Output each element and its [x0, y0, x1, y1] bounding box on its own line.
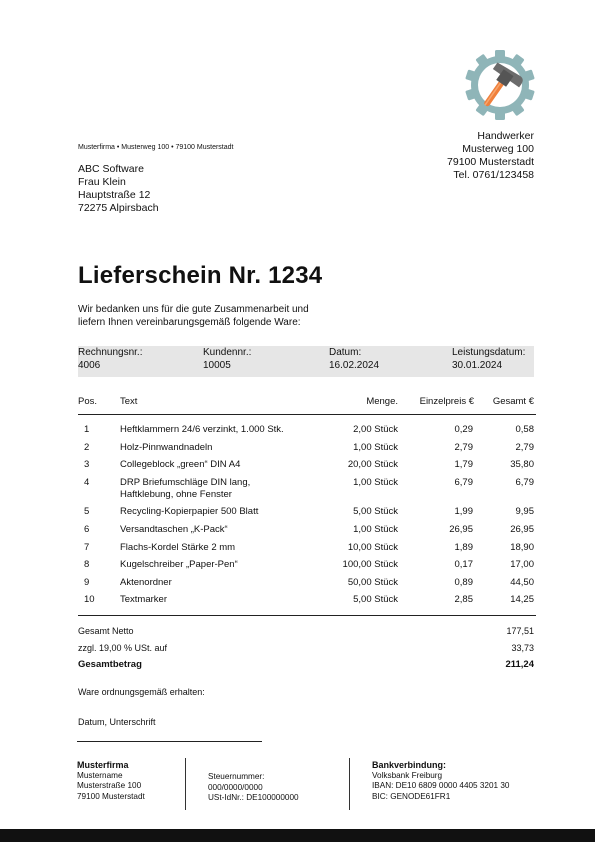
- footer-tax: [208, 772, 299, 804]
- cell-text-line: Kugelschreiber „Paper-Pen“: [120, 559, 238, 570]
- bottom-bar: [0, 829, 595, 842]
- cell-quantity: 1,00 Stück: [353, 524, 398, 535]
- cell-total: 17,00: [510, 559, 534, 570]
- totals-value: 211,24: [505, 659, 534, 670]
- cell-text: [120, 542, 235, 554]
- cell-total: 9,95: [515, 506, 534, 517]
- cell-text: [120, 459, 240, 471]
- cell-total: 26,95: [510, 524, 534, 535]
- service-date: [452, 346, 525, 372]
- meta-value: 10005: [203, 360, 231, 371]
- table-row: [78, 442, 536, 460]
- totals-label: Gesamt Netto: [78, 626, 134, 636]
- cell-pos: 3: [84, 459, 90, 470]
- cell-unit-price: 0,17: [454, 559, 473, 570]
- table-row: [78, 524, 536, 542]
- meta-label: Kundennr.:: [203, 347, 252, 358]
- cell-text: [120, 477, 250, 501]
- header-total: Gesamt €: [492, 396, 534, 407]
- table-header-divider: [78, 414, 536, 415]
- meta-label: Datum:: [329, 347, 362, 358]
- cell-pos: 2: [84, 442, 90, 453]
- cell-unit-price: 6,79: [454, 477, 473, 488]
- footer-line: USt-IdNr.: DE100000000: [208, 793, 299, 802]
- received-text: Ware ordnungsgemäß erhalten:: [78, 687, 205, 697]
- company-line: Musterweg 100: [462, 143, 534, 155]
- table-row: [78, 559, 536, 577]
- cell-total: 18,90: [510, 542, 534, 553]
- footer-bank: [372, 760, 509, 802]
- table-row: [78, 459, 536, 477]
- cell-quantity: 1,00 Stück: [353, 442, 398, 453]
- cell-quantity: 5,00 Stück: [353, 594, 398, 605]
- cell-pos: 4: [84, 477, 90, 488]
- footer-divider: [349, 758, 350, 810]
- cell-text: [120, 442, 212, 454]
- cell-text-line: Versandtaschen „K-Pack“: [120, 524, 228, 535]
- cell-unit-price: 2,85: [454, 594, 473, 605]
- footer-line: Musterstraße 100: [77, 781, 142, 790]
- totals-row: [78, 659, 536, 673]
- signature-label: Datum, Unterschrift: [78, 717, 156, 727]
- footer-line: Volksbank Freiburg: [372, 770, 443, 780]
- table-row: [78, 594, 536, 612]
- cell-pos: 9: [84, 577, 90, 588]
- meta-value: 16.02.2024: [329, 360, 380, 371]
- cell-quantity: 10,00 Stück: [347, 542, 398, 553]
- totals-divider: [78, 615, 536, 616]
- cell-quantity: 20,00 Stück: [347, 459, 398, 470]
- footer-line: 79100 Musterstadt: [77, 791, 145, 801]
- cell-quantity: 1,00 Stück: [353, 477, 398, 488]
- recipient-line: Frau Klein: [78, 176, 126, 188]
- footer-company-heading: Musterfirma: [77, 760, 129, 770]
- table-row: [78, 424, 536, 442]
- intro-text: [78, 303, 378, 329]
- company-line: Handwerker: [477, 130, 534, 142]
- footer-line: BIC: GENODE61FR1: [372, 791, 451, 801]
- cell-text-line: Haftklebung, ohne Fenster: [120, 489, 232, 500]
- cell-quantity: 2,00 Stück: [353, 424, 398, 435]
- cell-total: 0,58: [515, 424, 534, 435]
- header-unit-price: Einzelpreis €: [419, 396, 474, 407]
- footer-line: 000/0000/0000: [208, 782, 263, 792]
- intro-line: liefern Ihnen vereinbarungsgemäß folgende Ware:: [78, 317, 301, 328]
- meta-value: 4006: [78, 360, 101, 371]
- cell-unit-price: 26,95: [449, 524, 473, 535]
- cell-total: 2,79: [515, 442, 534, 453]
- table-row: [78, 477, 536, 500]
- signature-line: [77, 741, 262, 742]
- recipient-address: [78, 163, 159, 215]
- footer-divider: [185, 758, 186, 810]
- recipient-line: 72275 Alpirsbach: [78, 202, 159, 214]
- cell-pos: 8: [84, 559, 90, 570]
- document-title: Lieferschein Nr. 1234: [78, 262, 323, 289]
- company-line: 79100 Musterstadt: [447, 156, 534, 168]
- cell-pos: 6: [84, 524, 90, 535]
- cell-text: [120, 506, 258, 518]
- sender-address-line: Musterfirma • Musterweg 100 • 79100 Musterstadt: [78, 144, 234, 151]
- recipient-line: Hauptstraße 12: [78, 189, 151, 201]
- company-line: Tel. 0761/123458: [453, 169, 534, 181]
- table-row: [78, 577, 536, 595]
- cell-text: [120, 577, 172, 589]
- invoice-number: [78, 346, 143, 372]
- header-pos: Pos.: [78, 396, 98, 407]
- meta-label: Rechnungsnr.:: [78, 347, 143, 358]
- cell-quantity: 50,00 Stück: [347, 577, 398, 588]
- cell-unit-price: 0,29: [454, 424, 473, 435]
- cell-unit-price: 1,89: [454, 542, 473, 553]
- recipient-line: ABC Software: [78, 163, 144, 175]
- footer-line: Mustername: [77, 770, 123, 780]
- cell-text-line: Collegeblock „green“ DIN A4: [120, 459, 241, 470]
- totals-row: [78, 643, 536, 657]
- cell-text-line: Aktenordner: [120, 577, 172, 588]
- cell-text: [120, 424, 284, 436]
- totals-label: Gesamtbetrag: [78, 659, 142, 670]
- cell-unit-price: 0,89: [454, 577, 473, 588]
- intro-line: Wir bedanken uns für die gute Zusammenarbeit und: [78, 304, 309, 315]
- totals-value: 33,73: [511, 643, 534, 653]
- cell-text-line: DRP Briefumschläge DIN lang,: [120, 477, 251, 488]
- meta-value: 30.01.2024: [452, 360, 503, 371]
- cell-text-line: Textmarker: [120, 594, 167, 605]
- cell-text: [120, 559, 238, 571]
- cell-total: 14,25: [510, 594, 534, 605]
- cell-text-line: Heftklammern 24/6 verzinkt, 1.000 Stk.: [120, 424, 284, 435]
- cell-total: 35,80: [510, 459, 534, 470]
- cell-quantity: 100,00 Stück: [342, 559, 398, 570]
- cell-unit-price: 2,79: [454, 442, 473, 453]
- totals-row: [78, 626, 536, 640]
- hammer-gear-icon: [465, 50, 535, 120]
- table-row: [78, 506, 536, 524]
- company-address: [447, 130, 534, 182]
- totals-label: zzgl. 19,00 % USt. auf: [78, 643, 168, 653]
- customer-number: [203, 346, 251, 372]
- header-text: Text: [120, 396, 138, 407]
- cell-text-line: Holz-Pinnwandnadeln: [120, 442, 213, 453]
- meta-label: Leistungsdatum:: [452, 347, 526, 358]
- cell-pos: 1: [84, 424, 90, 435]
- cell-pos: 10: [84, 594, 95, 605]
- cell-unit-price: 1,99: [454, 506, 473, 517]
- totals-value: 177,51: [506, 626, 534, 636]
- footer-line: IBAN: DE10 6809 0000 4405 3201 30: [372, 781, 510, 790]
- cell-pos: 5: [84, 506, 90, 517]
- cell-text: [120, 524, 228, 536]
- cell-text: [120, 594, 167, 606]
- table-row: [78, 542, 536, 560]
- cell-total: 44,50: [510, 577, 534, 588]
- cell-quantity: 5,00 Stück: [353, 506, 398, 517]
- document-date: [329, 346, 379, 372]
- cell-unit-price: 1,79: [454, 459, 473, 470]
- footer-bank-heading: Bankverbindung:: [372, 760, 447, 770]
- cell-text-line: Recycling-Kopierpapier 500 Blatt: [120, 506, 259, 517]
- footer-line: Steuernummer:: [208, 772, 265, 781]
- footer-company: [77, 760, 145, 802]
- cell-text-line: Flachs-Kordel Stärke 2 mm: [120, 542, 236, 553]
- header-quantity: Menge.: [366, 396, 398, 407]
- cell-pos: 7: [84, 542, 90, 553]
- cell-total: 6,79: [515, 477, 534, 488]
